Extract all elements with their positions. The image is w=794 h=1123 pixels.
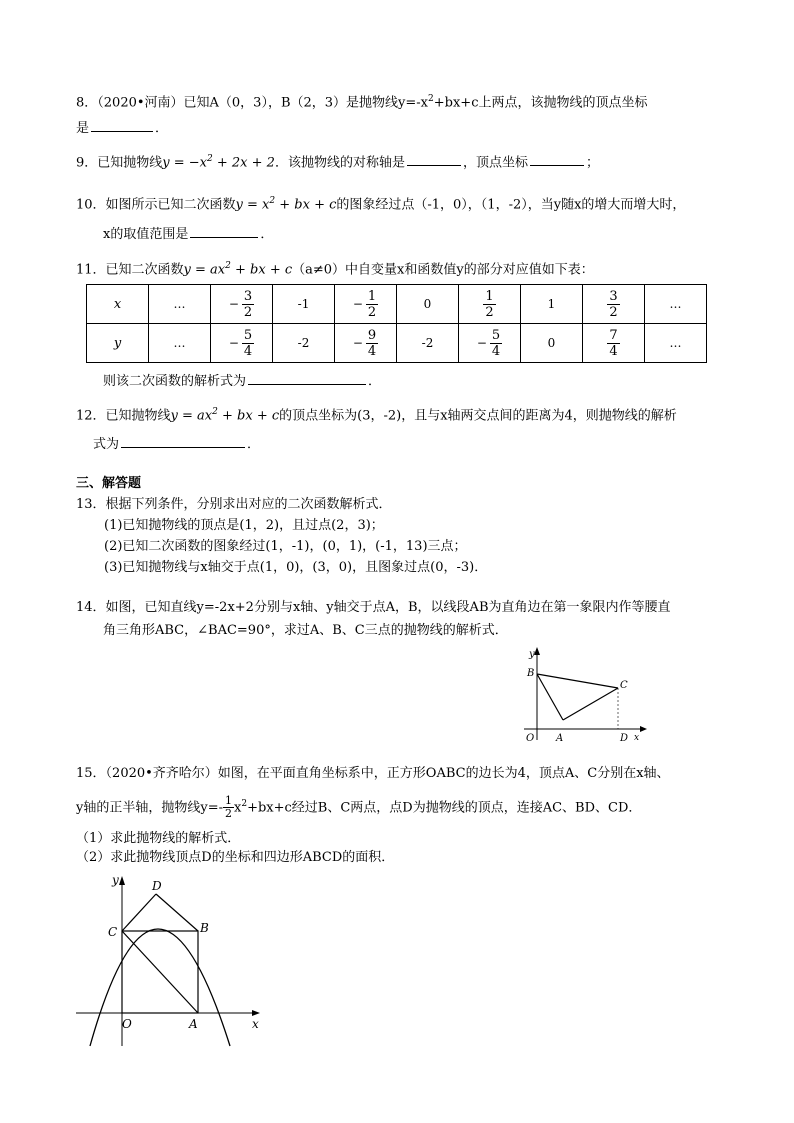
y-axis-arrow-icon [534,647,540,655]
q8-sup: 2 [428,94,434,104]
fraction [242,328,254,359]
q9-mid: ．该抛物线的对称轴是 [274,155,405,171]
q9-expr2: + 2x + 2 [212,155,275,171]
table-row-x [87,285,707,324]
fraction-numerator: 5 [491,327,501,343]
q11-expr2: + bx + c [230,262,293,278]
table-cell-x [211,285,273,324]
q12-line2 [93,435,260,454]
fraction-numerator: 1 [367,288,377,304]
label-x: x [634,733,640,743]
minus-sign: − [228,336,239,350]
table-row-y [87,324,707,363]
table-cell-y [211,324,273,363]
fraction-denominator: 4 [491,343,501,359]
q15-text-b: x [233,800,242,816]
table-cell-x [583,285,645,324]
q11-after-text: 则该二次函数的解析式为 [103,374,247,389]
fraction-numerator: 7 [609,327,618,343]
label-d: D [152,879,162,893]
segment-bd [156,894,198,931]
fraction-value [477,328,502,359]
fraction [483,289,495,320]
table-header-y: y [87,324,149,363]
q11-after-end: ． [368,374,382,389]
fraction-value [353,289,378,320]
q11-expr: y = ax [183,262,226,278]
q12-expr2: + bx + c [217,408,280,424]
q8-line1 [76,90,647,112]
q11-answer-blank[interactable] [248,372,366,385]
table-header-x: x [87,285,149,324]
q10-expr2: + bx + c [275,197,337,213]
q10-line2 [103,225,273,244]
q15-item-1: （1）求此抛物线的解析式． [76,831,241,846]
section-heading: 三、解答题 [76,476,142,491]
fraction-value [353,328,378,359]
minus-sign: − [228,297,239,311]
fraction-denominator: 2 [485,304,494,320]
q9-mid2: ，顶点坐标 [462,155,528,171]
q15-line1: 15．（2020•齐齐哈尔）如图，在平面直角坐标系中，正方形OABC的边长为4，顶点A、C分别在x轴、 [76,766,670,781]
x-axis-arrow-icon [640,726,647,732]
q10-answer-blank[interactable] [190,225,258,238]
q13-item-3: (3)已知抛物线与x轴交于点(1，0)，(3，0)，且图象过点(0，-3)． [104,560,488,575]
q12-text-d: ． [247,437,261,452]
q12-text-c: 式为 [93,437,120,452]
q15-text-a: y轴的正半轴，抛物线y=- [76,800,223,816]
label-c: C [620,680,628,691]
q9-pre: 9．已知抛物线 [76,155,163,171]
q15-fraction [223,795,234,820]
table-cell-x [459,285,521,324]
fraction-numerator: 9 [367,327,377,343]
q8-text-a: 8．（2020•河南）已知A（0，3），B（2，3）是抛物线y=-x [76,95,429,111]
q12-pre: 12．已知抛物线 [76,408,171,424]
q11-pre: 11．已知二次函数 [76,262,184,278]
fraction-numerator: 3 [609,288,618,304]
q13-title: 13．根据下列条件，分别求出对应的二次函数解析式． [76,497,392,512]
label-o: O [526,733,535,744]
q15-frac-num: 1 [224,794,232,808]
q8-text-d: ． [155,121,169,136]
table-cell-x: -1 [273,285,335,324]
q13-item-1: (1)已知抛物线的顶点是(1，2)，且过点(2，3)； [104,518,384,533]
q14-figure [510,644,660,744]
table-cell-y [459,324,521,363]
q11-post: （a≠0）中自变量x和函数值y的部分对应值如下表： [292,262,594,278]
fraction-numerator: 5 [243,327,253,343]
q9-line [76,150,599,172]
fraction-value [607,328,619,359]
q15-frac-den: 2 [224,807,232,821]
segment-ac [122,931,198,1013]
q10-text-d: ． [260,227,274,242]
q8-text-b: +bx+c上两点，该抛物线的顶点坐标 [433,95,648,111]
minus-sign: − [476,336,487,350]
y-axis-arrow-icon [119,876,125,885]
label-c: C [108,925,118,939]
fraction-value [229,289,254,320]
q12-sup: 2 [212,407,218,417]
label-x: x [252,1017,259,1031]
q15-line2 [76,795,641,820]
q12-post: 的顶点坐标为(3，-2)，且与x轴两交点间的距离为4，则抛物线的解析 [279,408,677,424]
minus-sign: − [352,336,363,350]
table-cell-y: -2 [397,324,459,363]
table-cell-y: 0 [521,324,583,363]
table-cell-ellipsis-right: … [645,324,707,363]
table-cell-x [335,285,397,324]
segment-bc [537,674,618,688]
q10-line1 [76,192,685,214]
fraction [242,289,254,320]
q10-expr: y = x [235,197,270,213]
table-cell-ellipsis-left: … [149,285,211,324]
fraction-numerator: 3 [243,288,253,304]
q15-text-c: +bx+c经过B、C两点，点D为抛物线的顶点，连接AC、BD、CD． [247,800,642,816]
fraction-value [229,328,254,359]
segment-ab [537,674,563,720]
q14-line1: 14．如图，已知直线y=-2x+2分别与x轴、y轴交于点A，B，以线段AB为直角边在第一象限内作等腰直 [76,600,671,615]
fraction-denominator: 2 [609,304,618,320]
fraction-denominator: 2 [243,304,253,320]
q15-figure [70,870,270,1050]
q8-line2 [76,119,168,138]
q11-line1 [76,257,594,279]
q9-sup: 2 [207,154,213,164]
fraction-value [483,289,495,320]
fraction-value [607,289,619,320]
q8-answer-blank[interactable] [91,119,153,132]
minus-sign: − [352,297,363,311]
q13-item-2: (2)已知二次函数的图象经过(1，-1)，(0，1)，(-1，13)三点； [104,539,467,554]
q9-axis-blank[interactable] [407,153,461,166]
x-axis-arrow-icon [252,1010,260,1016]
fraction [366,328,378,359]
q10-text-c: x的取值范围是 [103,227,189,242]
label-a: A [189,1017,198,1031]
fraction-denominator: 4 [243,343,253,359]
q11-value-table [86,284,707,363]
q14-line2: 角三角形ABC，∠BAC=90°，求过A、B、C三点的抛物线的解析式． [103,623,508,638]
fraction [366,289,378,320]
q12-answer-blank[interactable] [121,435,245,448]
label-d: D [620,733,629,744]
segment-cd [122,894,156,931]
label-b: B [527,668,535,679]
fraction [490,328,502,359]
fraction-denominator: 4 [367,343,377,359]
label-y: y [529,649,535,660]
table-cell-y [335,324,397,363]
fraction [607,289,619,320]
q9-vertex-blank[interactable] [530,153,584,166]
q15-item-2: （2）求此抛物线顶点D的坐标和四边形ABCD的面积． [76,850,395,865]
fraction-numerator: 1 [485,288,494,304]
fraction-denominator: 4 [609,343,618,359]
label-y: y [112,873,119,887]
q8-text-c: 是 [76,121,90,136]
segment-ac [563,688,618,720]
q9-end: ； [585,155,599,171]
table-cell-ellipsis-left: … [149,324,211,363]
parabola [90,929,230,1046]
q11-sup: 2 [225,261,231,271]
table-cell-x: 1 [521,285,583,324]
q10-sup: 2 [269,196,276,206]
table-cell-y [583,324,645,363]
label-b: B [200,921,209,935]
q15-sup: 2 [241,799,248,809]
fraction-denominator: 2 [367,304,377,320]
table-cell-y: -2 [273,324,335,363]
q11-after [103,372,381,391]
table-cell-ellipsis-right: … [645,285,707,324]
table-cell-x: 0 [397,285,459,324]
q12-expr: y = ax [170,408,213,424]
q10-pre: 10．如图所示已知二次函数 [76,197,236,213]
q9-expr: y = −x [162,155,208,171]
fraction [607,328,619,359]
label-a: A [556,733,564,744]
q10-post: 的图象经过点（-1，0），（1，-2），当y随x的增大而增大时， [336,197,686,213]
q12-line1 [76,403,677,425]
label-o: O [122,1017,132,1031]
